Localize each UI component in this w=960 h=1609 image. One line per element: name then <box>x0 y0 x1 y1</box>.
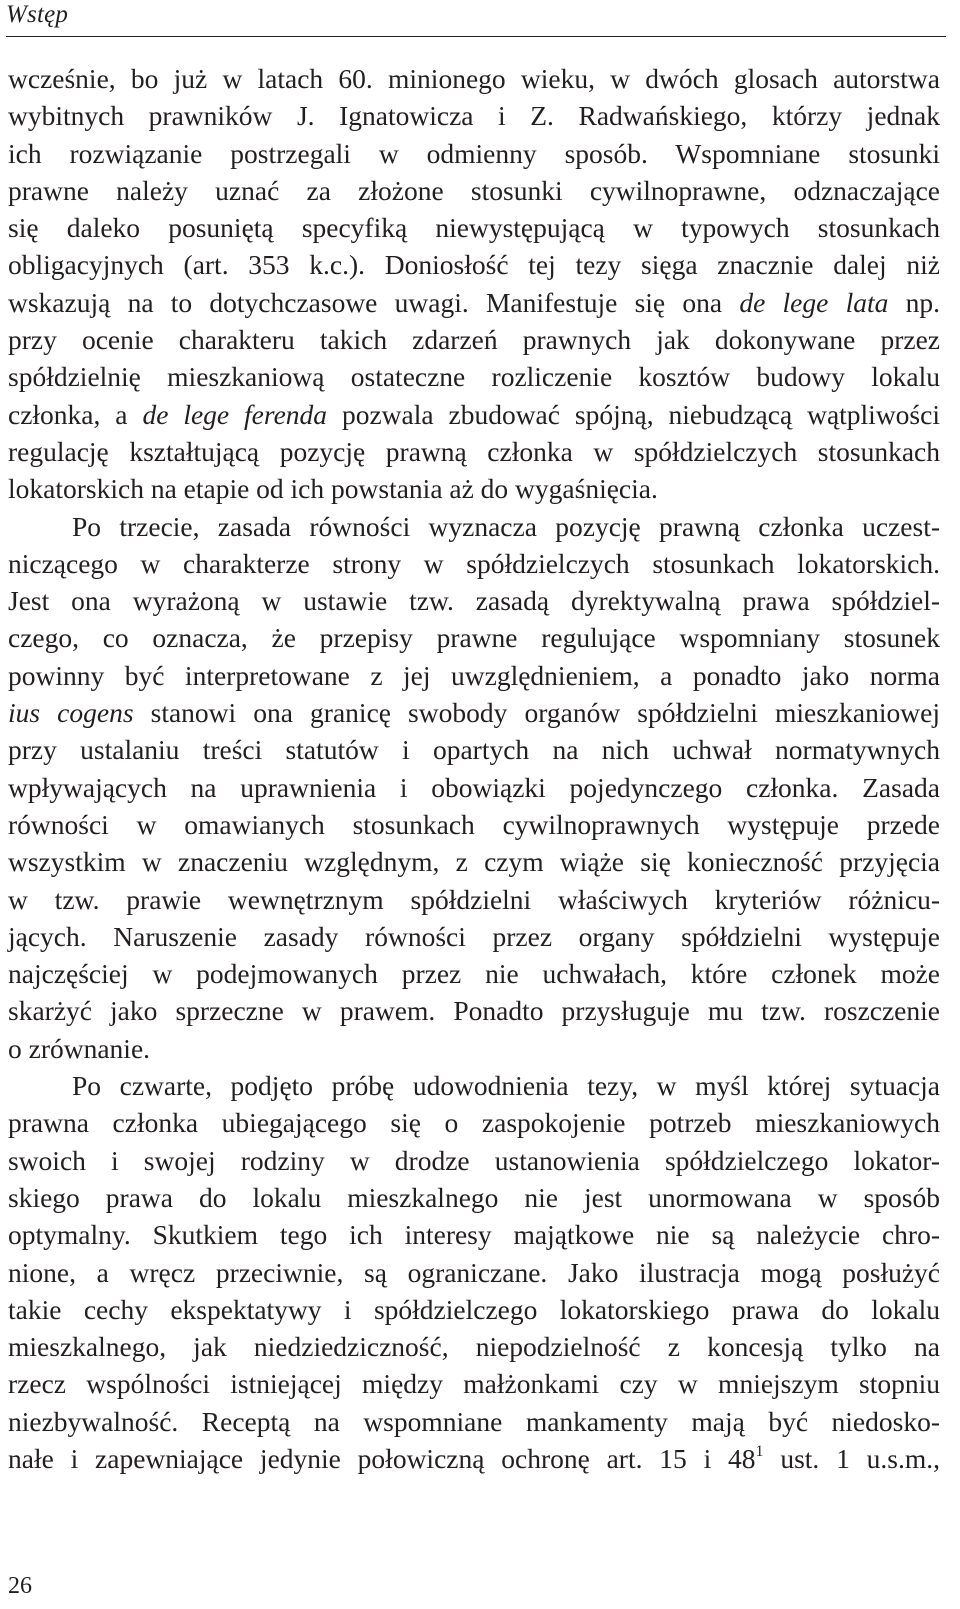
text-line <box>8 60 940 97</box>
text-line <box>8 1030 940 1067</box>
latin-phrase: de lege lata <box>739 286 889 318</box>
text-line <box>8 470 940 507</box>
text-line <box>8 246 940 283</box>
text-line-content: jących. Naruszenie zasady równości przez organy spółdzielni występuje <box>8 920 940 952</box>
text-line-content: przy ocenie charakteru takich zdarzeń prawnych jak dokonywane przez <box>8 324 940 356</box>
text-line-content: swoich i swojej rodziny w drodze ustanowienia spółdzielczego lokator- <box>8 1144 940 1176</box>
text-line-content: takie cechy ekspektatywy i spółdzielczego lokatorskiego prawa do lokalu <box>8 1293 940 1325</box>
text-line-content: czego, co oznacza, że przepisy prawne regulujące wspomniany stosunek <box>8 622 940 654</box>
text-line <box>8 769 940 806</box>
text-line-content: Po trzecie, zasada równości wyznacza pozycję prawną członka uczest- <box>72 510 940 542</box>
body-text <box>8 60 940 1477</box>
text-line-content: przy ustalaniu treści statutów i opartych na nich uchwał normatywnych <box>8 734 940 766</box>
text-line-content: się daleko posuniętą specyfiką niewystępującą w typowych stosunkach <box>8 212 940 244</box>
text-line-content: wszystkim w znaczeniu względnym, z czym wiąże się konieczność przyjęcia <box>8 846 940 878</box>
text-line <box>8 396 940 433</box>
text-line-content: ich rozwiązanie postrzegali w odmienny sposób. Wspomniane stosunki <box>8 137 940 169</box>
text-line-lead: wskazują na to dotychczasowe uwagi. Manifestuje się ona <box>8 286 740 318</box>
text-line <box>8 1328 940 1365</box>
text-line-tail: pozwala zbudować spójną, niebudzącą wątpliwości <box>327 398 940 430</box>
text-line-content: niczącego w charakterze strony w spółdzielczych stosunkach lokatorskich. <box>8 547 940 579</box>
text-line <box>8 135 940 172</box>
text-line <box>8 1179 940 1216</box>
text-line-content: prawna członka ubiegającego się o zaspokojenie potrzeb mieszkaniowych <box>8 1107 940 1139</box>
text-line-content: Jest ona wyrażoną w ustawie tzw. zasadą dyrektywalną prawa spółdziel- <box>8 585 940 617</box>
text-line <box>8 843 940 880</box>
text-line-content: spółdzielnię mieszkaniową ostateczne rozliczenie kosztów budowy lokalu <box>8 361 940 393</box>
text-line <box>8 694 940 731</box>
text-line <box>8 1254 940 1291</box>
text-line <box>8 806 940 843</box>
text-line-content: skarżyć jako sprzeczne w prawem. Ponadto przysługuje mu tzw. roszczenie <box>8 995 940 1027</box>
text-line <box>8 1440 940 1477</box>
text-line-content: optymalny. Skutkiem tego ich interesy majątkowe nie są należycie chro- <box>8 1219 940 1251</box>
text-line <box>8 1291 940 1328</box>
text-line-content: mieszkalnego, jak niedziedziczność, niepodzielność z koncesją tylko na <box>8 1331 940 1363</box>
header-rule <box>6 36 946 37</box>
text-line-lead: nałe i zapewniające jedynie połowiczną ochronę art. 15 i 48 <box>8 1442 756 1474</box>
text-line <box>8 582 940 619</box>
text-line-lead: członka, a <box>8 398 143 430</box>
text-line-content: skiego prawa do lokalu mieszkalnego nie jest unormowana w sposób <box>8 1181 940 1213</box>
text-line-content: regulację kształtującą pozycję prawną członka w spółdzielczych stosunkach <box>8 435 940 467</box>
text-line <box>8 172 940 209</box>
text-line <box>8 881 940 918</box>
text-line-content: rzecz wspólności istniejącej między małżonkami czy w mniejszym stopniu <box>8 1368 940 1400</box>
text-line-content: najczęściej w podejmowanych przez nie uchwałach, które członek może <box>8 958 940 990</box>
text-line <box>8 545 940 582</box>
text-line-content: wybitnych prawników J. Ignatowicza i Z. Radwańskiego, którzy jednak <box>8 100 940 132</box>
text-line <box>8 731 940 768</box>
text-line-content: wpływających na uprawnienia i obowiązki pojedynczego członka. Zasada <box>8 771 940 803</box>
text-line-content: powinny być interpretowane z jej uwzględnieniem, a ponadto jako norma <box>8 659 940 691</box>
text-line-content: lokatorskich na etapie od ich powstania aż do wygaśnięcia. <box>8 473 658 505</box>
text-line-tail: stanowi ona granicę swobody organów spółdzielni mieszkaniowej <box>133 697 940 729</box>
text-line-content: obligacyjnych (art. 353 k.c.). Doniosłość tej tezy sięga znacznie dalej niż <box>8 249 940 281</box>
text-line <box>8 1067 940 1104</box>
text-line-tail: ust. 1 u.s.m., <box>763 1442 940 1474</box>
text-line <box>8 992 940 1029</box>
text-line <box>8 955 940 992</box>
running-head-title: Wstęp <box>6 1 69 28</box>
text-line-content: wcześnie, bo już w latach 60. minionego wieku, w dwóch glosach autorstwa <box>8 63 940 94</box>
text-line <box>8 1216 940 1253</box>
text-line <box>8 321 940 358</box>
text-line-tail: np. <box>888 286 940 318</box>
text-line <box>8 209 940 246</box>
text-line <box>8 1104 940 1141</box>
text-line <box>8 1142 940 1179</box>
text-line <box>8 433 940 470</box>
text-line <box>8 284 940 321</box>
text-line <box>8 508 940 545</box>
text-line-content: w tzw. prawie wewnętrznym spółdzielni właściwych kryteriów różnicu- <box>8 883 940 915</box>
text-line-content: Po czwarte, podjęto próbę udowodnienia tezy, w myśl której sytuacja <box>72 1070 940 1102</box>
latin-phrase: de lege ferenda <box>142 398 328 430</box>
text-line-content: niezbywalność. Receptą na wspomniane mankamenty mają być niedosko- <box>8 1405 940 1437</box>
text-line <box>8 1365 940 1402</box>
page-number: 26 <box>8 1573 32 1599</box>
text-line-content: nione, a wręcz przeciwnie, są ograniczane. Jako ilustracja mogą posłużyć <box>8 1256 940 1288</box>
text-line <box>8 1403 940 1440</box>
text-line <box>8 358 940 395</box>
superscript: 1 <box>755 1442 764 1460</box>
text-line-content: o zrównanie. <box>8 1032 151 1064</box>
text-line <box>8 918 940 955</box>
text-line <box>8 97 940 134</box>
text-line-content: równości w omawianych stosunkach cywilnoprawnych występuje przede <box>8 808 940 840</box>
latin-phrase: ius cogens <box>8 697 134 729</box>
text-line <box>8 657 940 694</box>
text-line-content: prawne należy uznać za złożone stosunki cywilnoprawne, odznaczające <box>8 174 940 206</box>
text-line <box>8 619 940 656</box>
